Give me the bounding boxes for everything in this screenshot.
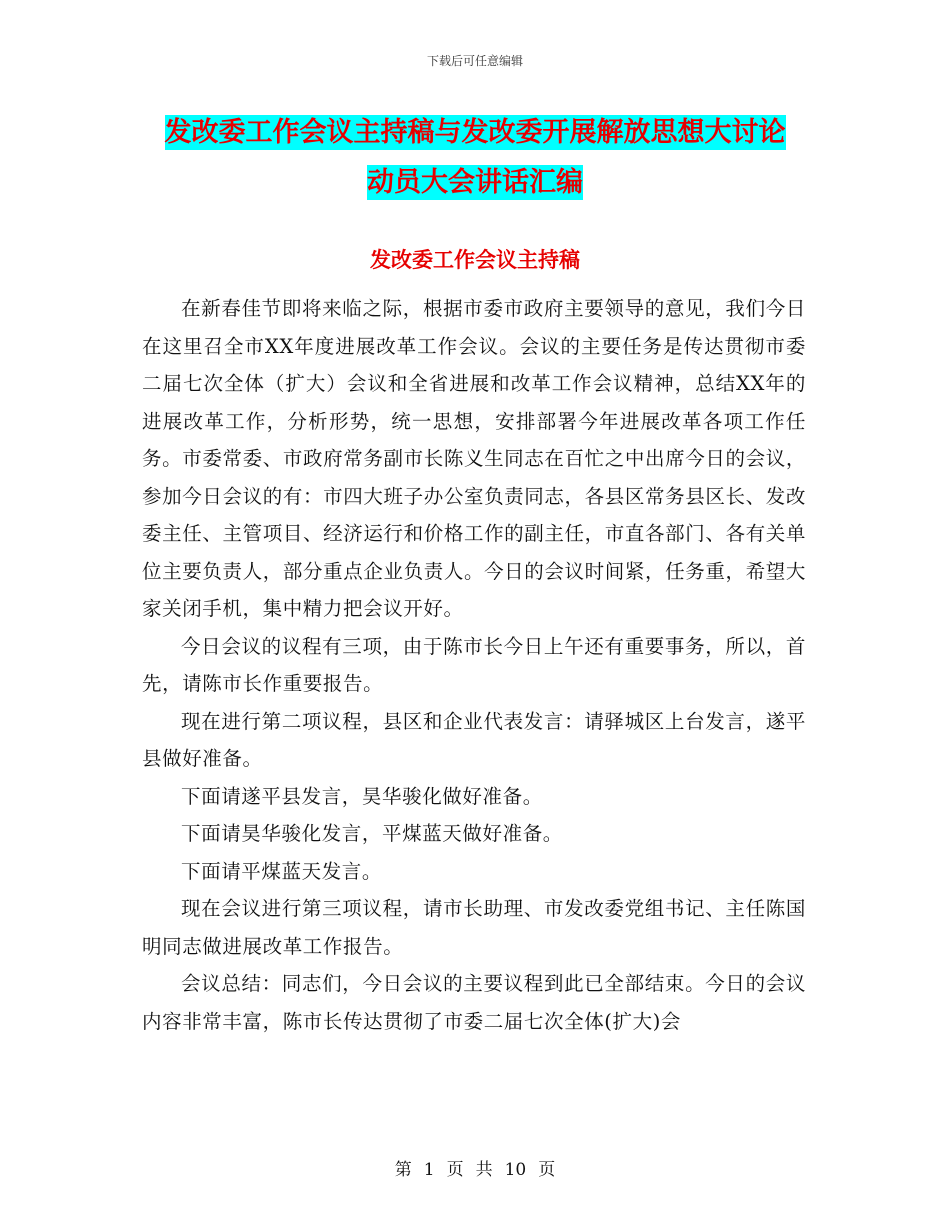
paragraph: 下面请昊华骏化发言，平煤蓝天做好准备。 [181, 822, 563, 845]
header-note: 下载后可任意编辑 [426, 54, 523, 68]
footer-label-page-unit: 页 [446, 1160, 464, 1180]
document-body [142, 290, 806, 1040]
section-title: 发改委工作会议主持稿 [370, 248, 580, 272]
document-title [140, 108, 810, 208]
footer-current-page: 1 [423, 1160, 435, 1180]
paragraph: 在新春佳节即将来临之际，根据市委市政府主要领导的意见，我们今日在这里召全市XX年度进展改革工作会议。会议的主要任务是传达贯彻市委二届七次全体（扩大）会议和全省进展和改革工作会议精神，总结XX年的进展改革工作，分析形势，统一思想，安排部署今年进展改革各项工作任务。市委常委、市政府常务副市长陈义生同志在百忙之中出席今日的会议，参加今日会议的有：市四大班子办公室负责同志，各县区常务县区长、发改委主任、主管项目、经济运行和价格工作的副主任，市直各部门、各有关单位主要负责人，部分重点企业负责人。今日的会议时间紧，任务重，希望大家关闭手机，集中精力把会议开好。 [142, 297, 806, 620]
document-title-line-1: 发改委工作会议主持稿与发改委开展解放思想大讨论 [164, 117, 786, 148]
paragraph: 会议总结：同志们，今日会议的主要议程到此已全部结束。今日的会议内容非常丰富，陈市长传达贯彻了市委二届七次全体(扩大)会 [142, 972, 806, 1033]
document-title-line-2: 动员大会讲话汇编 [367, 167, 583, 198]
paragraph: 下面请平煤蓝天发言。 [181, 859, 383, 883]
footer-label-page: 第 [394, 1160, 412, 1180]
footer-label-total-unit: 页 [538, 1160, 556, 1180]
paragraph: 现在会议进行第三项议程，请市长助理、市发改委党组书记、主任陈国明同志做进展改革工作报告。 [142, 897, 806, 958]
footer-total-pages: 10 [504, 1160, 527, 1180]
paragraph: 现在进行第二项议程，县区和企业代表发言：请驿城区上台发言，遂平县做好准备。 [142, 709, 806, 770]
paragraph: 下面请遂平县发言，昊华骏化做好准备。 [181, 784, 543, 808]
paragraph: 今日会议的议程有三项，由于陈市长今日上午还有重要事务，所以，首先，请陈市长作重要报告。 [142, 634, 806, 695]
page-footer [0, 1155, 950, 1180]
footer-label-total: 共 [475, 1160, 493, 1180]
